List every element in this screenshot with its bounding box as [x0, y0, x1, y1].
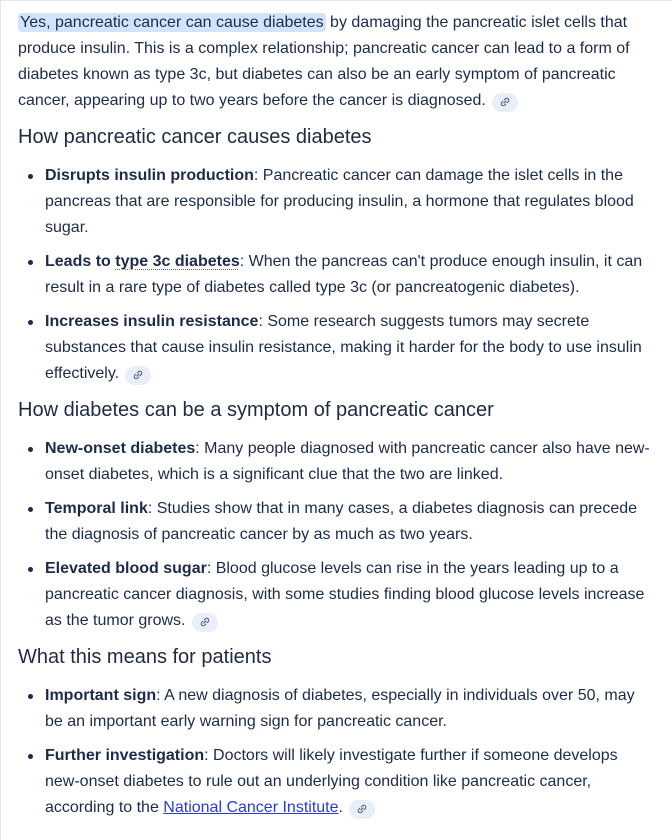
citation-chip[interactable]	[125, 366, 151, 385]
bullet-text: : Blood glucose levels can rise in the years leading up to a pancreatic cancer diagnosis, with some studies finding blood glucose levels increase as the tumor grows.	[45, 560, 645, 629]
ai-overview-content	[1, 1, 672, 821]
intro-paragraph	[18, 10, 656, 114]
list-item	[28, 436, 656, 488]
list-item	[28, 309, 656, 387]
list-item	[28, 743, 656, 821]
highlighted-answer: Yes, pancreatic cancer can cause diabetes	[20, 14, 324, 31]
bullet-text: : When the pancreas can't produce enough insulin, it can result in a rare type of diabetes called type 3c (or pancreatogenic diabetes).	[45, 253, 643, 296]
bullet-label: Further investigation	[45, 747, 205, 764]
link-icon	[196, 614, 213, 631]
section-list-1	[18, 163, 656, 387]
bullet-label: New-onset diabetes	[45, 440, 196, 457]
list-item	[28, 496, 656, 548]
national-cancer-institute-link[interactable]: National Cancer Institute	[163, 799, 339, 816]
bullet-text: : Many people diagnosed with pancreatic cancer also have new-onset diabetes, which is a significant clue that the two are linked.	[45, 440, 650, 483]
intro-text: by damaging the pancreatic islet cells that produce insulin. This is a complex relationship; pancreatic cancer can lead to a form of diabetes known as type 3c, but diabetes can also be an early symptom of pancreatic cancer, appearing up to two years before the cancer is diagnosed.	[18, 14, 630, 109]
citation-chip[interactable]	[349, 800, 375, 819]
bullet-label: Elevated blood sugar	[45, 560, 207, 577]
section-heading-3: What this means for patients	[18, 646, 272, 668]
bullet-label: Increases insulin resistance	[45, 313, 259, 330]
bullet-text: : Doctors will likely investigate further if someone develops new-onset diabetes to rule out an underlying condition like pancreatic cancer, according to the	[45, 747, 618, 816]
section-heading-1: How pancreatic cancer causes diabetes	[18, 126, 372, 148]
section-list-3	[18, 683, 656, 821]
bullet-label: Disrupts insulin production	[45, 167, 254, 184]
definition-link[interactable]: type 3c diabetes	[115, 253, 240, 270]
link-icon	[353, 801, 370, 818]
citation-chip[interactable]	[492, 93, 518, 112]
list-item	[28, 683, 656, 735]
bullet-label: Temporal link	[45, 500, 148, 517]
section-heading-2: How diabetes can be a symptom of pancreatic cancer	[18, 399, 494, 421]
link-icon	[130, 367, 147, 384]
list-item	[28, 249, 656, 301]
section-list-2	[18, 436, 656, 634]
bullet-text: : Studies show that in many cases, a diabetes diagnosis can precede the diagnosis of pancreatic cancer by as much as two years.	[45, 500, 638, 543]
list-item	[28, 163, 656, 241]
bullet-text: : A new diagnosis of diabetes, especially in individuals over 50, may be an important early warning sign for pancreatic cancer.	[45, 687, 635, 730]
link-icon	[496, 94, 513, 111]
bullet-text: : Pancreatic cancer can damage the islet cells in the pancreas that are responsible for producing insulin, a hormone that regulates blood sugar.	[45, 167, 634, 236]
bullet-text: : Some research suggests tumors may secrete substances that cause insulin resistance, making it harder for the body to use insulin effectively.	[45, 313, 642, 382]
list-item	[28, 556, 656, 634]
bullet-label: Leads to	[45, 253, 116, 270]
citation-chip[interactable]	[192, 613, 218, 632]
bullet-label: Important sign	[45, 687, 157, 704]
bullet-text-after-link: .	[338, 799, 343, 816]
